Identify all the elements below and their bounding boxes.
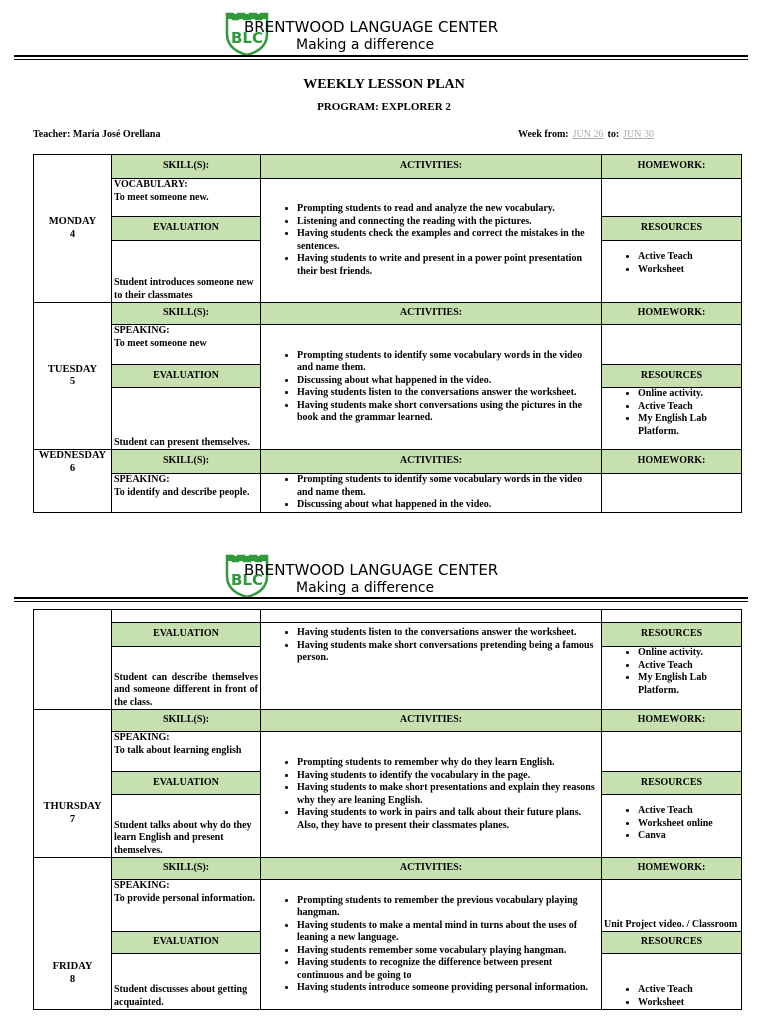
list-item: • Worksheet	[638, 264, 739, 277]
evaluation-header: EVALUATION	[112, 772, 261, 795]
skill-cell	[112, 610, 261, 623]
homework-cell: Unit Project video. / Classroom	[602, 880, 742, 932]
list-item: • Active Teach	[638, 984, 739, 997]
activities-cell	[261, 325, 602, 450]
list-item: • Prompting students to remember the previous vocabulary playing hangman.	[297, 895, 599, 920]
evaluation-cell: Student can present themselves.	[112, 388, 261, 450]
center-motto: Making a difference	[296, 37, 435, 53]
skills-header: SKILL(S):	[112, 155, 261, 179]
homework-header: HOMEWORK:	[602, 858, 742, 880]
week-to-label: to:	[607, 129, 620, 140]
center-name: BRENTWOOD LANGUAGE CENTER	[244, 561, 499, 579]
day-cell-thursday: THURSDAY 7	[34, 710, 112, 858]
center-motto: Making a difference	[296, 580, 435, 596]
header-divider	[14, 597, 748, 602]
week-from-date: JUN 26	[572, 129, 604, 140]
list-item: • Active Teach	[638, 251, 739, 264]
skills-header: SKILL(S):	[112, 710, 261, 732]
activities-cell	[261, 880, 602, 1010]
evaluation-header: EVALUATION	[112, 932, 261, 954]
activities-header: ACTIVITIES:	[261, 155, 602, 179]
svg-text:BLC: BLC	[231, 571, 263, 589]
skill-cell: SPEAKING: To meet someone new	[112, 325, 261, 365]
day-cell-wednesday-cont	[34, 610, 112, 710]
lesson-plan-table-page1	[33, 154, 742, 513]
list-item: • Online activity.	[638, 647, 739, 660]
evaluation-cell: Student can describe themselves and someone different in front of the class.	[112, 647, 261, 710]
program-name: PROGRAM: EXPLORER 2	[317, 101, 451, 113]
list-item: • Active Teach	[638, 805, 739, 818]
homework-cell	[602, 179, 742, 217]
skills-header: SKILL(S):	[112, 450, 261, 474]
list-item: • Prompting students to remember why do they learn English.	[297, 757, 599, 770]
table-row	[34, 710, 742, 732]
teacher-name: Teacher: Maria José Orellana	[33, 129, 161, 140]
activities-cell	[261, 732, 602, 858]
list-item: • My English Lab Platform.	[638, 672, 739, 697]
table-row	[34, 858, 742, 880]
homework-header: HOMEWORK:	[602, 450, 742, 474]
list-item: • Having students listen to the conversations answer the worksheet.	[297, 387, 599, 400]
evaluation-header: EVALUATION	[112, 623, 261, 647]
list-item: • Having students make short conversations pretending being a famous person.	[297, 640, 599, 665]
resources-cell	[602, 388, 742, 450]
list-item: • Worksheet online	[638, 818, 739, 831]
resources-header: RESOURCES	[602, 365, 742, 388]
table-row	[34, 623, 742, 647]
evaluation-cell: Student discusses about getting acquainted.	[112, 954, 261, 1010]
list-item: • Prompting students to identify some vocabulary words in the video and name them.	[297, 474, 599, 499]
skills-header: SKILL(S):	[112, 303, 261, 325]
table-row	[34, 450, 742, 474]
list-item: • Discussing about what happened in the video.	[297, 499, 599, 512]
resources-cell	[602, 954, 742, 1010]
activities-cell	[261, 474, 602, 513]
week-range	[518, 129, 658, 140]
day-cell-friday: FRIDAY 8	[34, 858, 112, 1010]
homework-cell	[602, 610, 742, 623]
evaluation-cell: Student introduces someone new to their classmates	[112, 241, 261, 303]
center-name: BRENTWOOD LANGUAGE CENTER	[244, 18, 499, 36]
list-item: • Having students to write and present in a power point presentation their best friends.	[297, 253, 599, 278]
list-item: • Listening and connecting the reading with the pictures.	[297, 216, 599, 229]
resources-header: RESOURCES	[602, 217, 742, 241]
week-to-date: JUN 30	[623, 129, 654, 140]
skills-header: SKILL(S):	[112, 858, 261, 880]
list-item: • Having students to make short presentations and explain they reasons why they are leaning English.	[297, 782, 599, 807]
resources-header: RESOURCES	[602, 623, 742, 647]
list-item: • Having students make short conversations using the pictures in the book and the grammar learned.	[297, 400, 599, 425]
list-item: • Canva	[638, 830, 739, 843]
activities-cell	[261, 610, 602, 623]
svg-text:BLC: BLC	[231, 29, 263, 47]
resources-cell	[602, 795, 742, 858]
evaluation-header: EVALUATION	[112, 217, 261, 241]
table-row	[34, 303, 742, 325]
evaluation-cell: Student talks about why do they learn English and present themselves.	[112, 795, 261, 858]
list-item: • Having students to recognize the difference between present continuous and be going to	[297, 957, 599, 982]
activities-cell	[261, 179, 602, 303]
table-row	[34, 880, 742, 932]
activities-header: ACTIVITIES:	[261, 303, 602, 325]
resources-cell	[602, 647, 742, 710]
activities-header: ACTIVITIES:	[261, 858, 602, 880]
list-item: • Having students remember some vocabulary playing hangman.	[297, 945, 599, 958]
list-item: • Having students check the examples and correct the mistakes in the sentences.	[297, 228, 599, 253]
list-item: • Prompting students to read and analyze the new vocabulary.	[297, 203, 599, 216]
table-row	[34, 325, 742, 365]
document-title: WEEKLY LESSON PLAN	[303, 77, 465, 92]
list-item: • Active Teach	[638, 401, 739, 414]
homework-header: HOMEWORK:	[602, 155, 742, 179]
list-item: • My English Lab Platform.	[638, 413, 739, 438]
skill-cell: SPEAKING: To provide personal information.	[112, 880, 261, 932]
activities-header: ACTIVITIES:	[261, 450, 602, 474]
resources-header: RESOURCES	[602, 932, 742, 954]
list-item: • Worksheet	[638, 997, 739, 1010]
table-row	[34, 179, 742, 217]
day-cell-wednesday: WEDNESDAY 6	[34, 450, 112, 513]
table-row	[34, 732, 742, 772]
homework-cell	[602, 474, 742, 513]
lesson-plan-table-page2	[33, 609, 742, 1010]
resources-header: RESOURCES	[602, 772, 742, 795]
table-row	[34, 474, 742, 513]
evaluation-header: EVALUATION	[112, 365, 261, 388]
list-item: • Having students listen to the conversations answer the worksheet.	[297, 627, 599, 640]
list-item: • Having students to identify the vocabulary in the page.	[297, 770, 599, 783]
activities-header: ACTIVITIES:	[261, 710, 602, 732]
week-from-label: Week from:	[518, 129, 569, 140]
homework-cell	[602, 732, 742, 772]
list-item: • Active Teach	[638, 660, 739, 673]
resources-cell	[602, 241, 742, 303]
homework-cell	[602, 325, 742, 365]
list-item: • Online activity.	[638, 388, 739, 401]
list-item: • Having students introduce someone providing personal information.	[297, 982, 599, 995]
list-item: • Having students to work in pairs and talk about their future plans. Also, they have to present their classmates planes.	[297, 807, 599, 832]
skill-cell: SPEAKING: To talk about learning english	[112, 732, 261, 772]
skill-cell: VOCABULARY: To meet someone new.	[112, 179, 261, 217]
skill-cell: SPEAKING: To identify and describe people.	[112, 474, 261, 513]
list-item: • Prompting students to identify some vocabulary words in the video and name them.	[297, 350, 599, 375]
homework-header: HOMEWORK:	[602, 710, 742, 732]
homework-header: HOMEWORK:	[602, 303, 742, 325]
day-cell-tuesday: TUESDAY 5	[34, 303, 112, 450]
day-cell-monday: MONDAY 4	[34, 155, 112, 303]
header-divider	[14, 55, 748, 60]
table-row	[34, 155, 742, 179]
table-row	[34, 610, 742, 623]
list-item: • Discussing about what happened in the video.	[297, 375, 599, 388]
activities-cell	[261, 623, 602, 710]
list-item: • Having students to make a mental mind in turns about the uses of leaning a new language.	[297, 920, 599, 945]
